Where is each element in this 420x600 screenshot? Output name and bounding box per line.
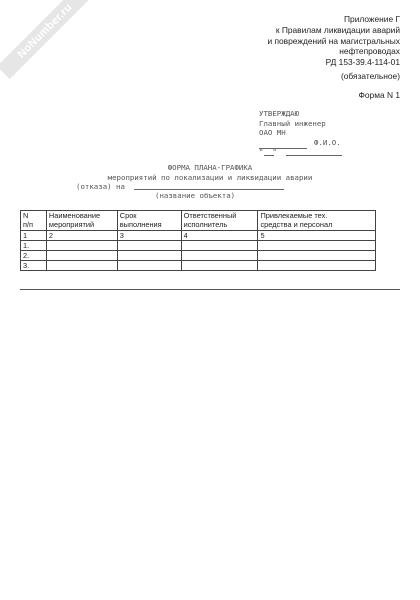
table-row (21, 251, 376, 261)
table-cell[interactable] (258, 261, 376, 271)
date-day-line (264, 155, 274, 156)
header-name: Наименование мероприятий (46, 211, 117, 231)
table-cell: 2. (21, 251, 47, 261)
table-number-row (21, 231, 376, 241)
table-cell: 1 (21, 231, 47, 241)
table-cell[interactable] (46, 251, 117, 261)
date-month-line (286, 155, 342, 156)
mandatory-note: (обязательное) (340, 71, 400, 81)
form-number: Форма N 1 (358, 90, 400, 100)
table-cell: 5 (258, 231, 376, 241)
table-cell: 3. (21, 261, 47, 271)
table-cell[interactable] (181, 261, 258, 271)
appendix-line: Приложение Г (344, 14, 400, 24)
plan-title-block (60, 163, 360, 183)
table-cell: 1. (21, 241, 47, 251)
object-name-line (134, 189, 284, 190)
watermark (0, 0, 93, 79)
table-cell[interactable] (258, 241, 376, 251)
plan-table (20, 210, 376, 271)
appendix-header (200, 14, 400, 68)
table-header-row (21, 211, 376, 231)
appendix-line: РД 153-39.4-114-01 (325, 57, 400, 68)
approval-org: ОАО МН (259, 128, 286, 138)
appendix-line: к Правилам ликвидации аварий (275, 24, 400, 35)
table-cell[interactable] (117, 261, 181, 271)
header-responsible: Ответственный исполнитель (181, 211, 258, 231)
table-row (21, 241, 376, 251)
plan-title: ФОРМА ПЛАНА-ГРАФИКА (167, 163, 253, 172)
table-cell[interactable] (46, 261, 117, 271)
table-cell[interactable] (181, 251, 258, 261)
bottom-divider (20, 289, 400, 290)
approval-title: УТВЕРЖДАЮ (259, 109, 300, 118)
table-cell: 2 (46, 231, 117, 241)
header-term: Срок выполнения (117, 211, 181, 231)
appendix-line: нефтепроводах (339, 46, 400, 57)
header-resources: Привлекаемые тех. средства и персонал (258, 211, 376, 231)
table-cell: 3 (117, 231, 181, 241)
table-cell[interactable] (117, 241, 181, 251)
table-cell[interactable] (117, 251, 181, 261)
approval-block (259, 109, 326, 138)
table-cell: 4 (181, 231, 258, 241)
object-caption: (название объекта) (155, 191, 236, 200)
watermark-text: NoNumber.ru (15, 1, 75, 61)
object-prefix: (отказа) на (76, 182, 125, 191)
table-row (21, 261, 376, 271)
appendix-line: и повреждений на магистральных (267, 35, 400, 46)
table-cell[interactable] (258, 251, 376, 261)
approval-position: Главный инженер (259, 118, 326, 128)
approval-fio: Ф.И.О. (314, 138, 341, 147)
table-cell[interactable] (46, 241, 117, 251)
header-num: N п/п (21, 211, 47, 231)
plan-subtitle: мероприятий по локализации и ликвидации аварии (107, 172, 313, 182)
approval-date: " " (259, 147, 277, 156)
table-cell[interactable] (181, 241, 258, 251)
